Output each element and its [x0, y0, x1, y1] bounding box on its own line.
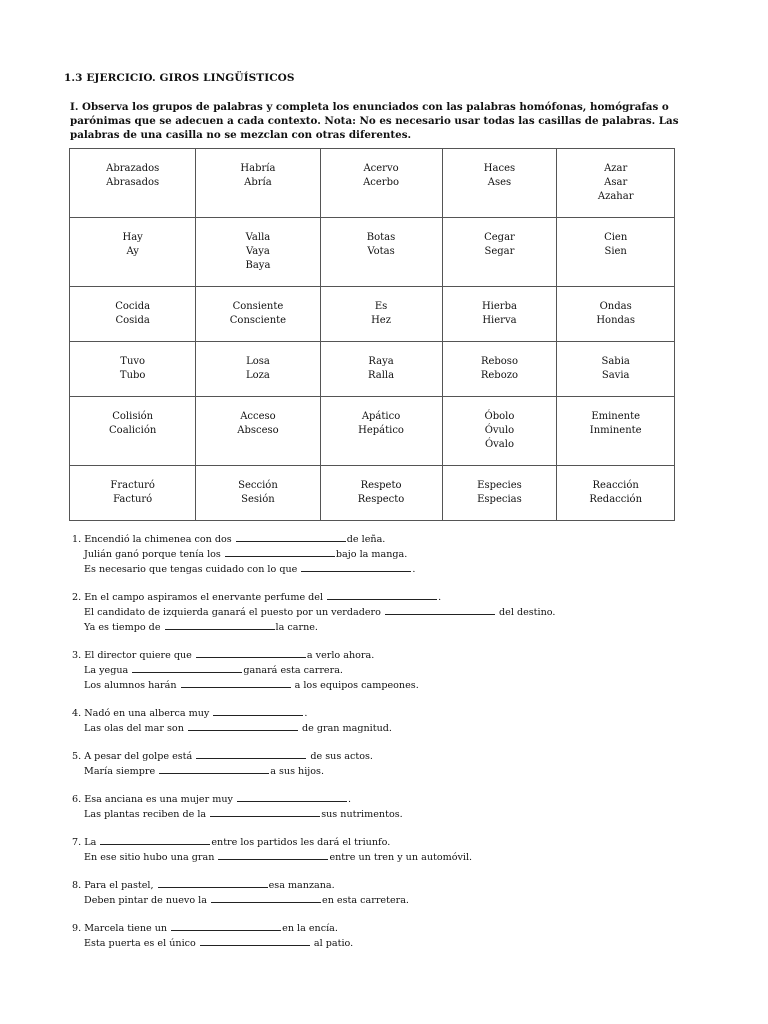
question-text: a sus hijos. [270, 766, 325, 777]
answer-blank[interactable] [159, 764, 269, 774]
cell-word: Óvulo [484, 425, 515, 436]
question-line [72, 648, 702, 663]
word-cell [442, 149, 557, 218]
cell-word: Reacción [592, 480, 639, 491]
question-line [72, 850, 702, 865]
questions-list [72, 532, 702, 964]
cell-word: Botas [366, 232, 396, 243]
cell-word: Segar [484, 246, 515, 257]
question-text: . [348, 794, 352, 805]
question-line [72, 721, 702, 736]
cell-word: Apático [361, 411, 401, 422]
question-item [72, 532, 702, 577]
question-line [72, 764, 702, 779]
cell-word: Es [374, 301, 388, 312]
word-cell [70, 149, 196, 218]
cell-word: Sabia [601, 356, 630, 367]
answer-blank[interactable] [196, 749, 306, 759]
word-cell [320, 218, 442, 287]
question-text: Los alumnos harán [84, 680, 180, 691]
question-line [72, 921, 702, 936]
question-line [72, 706, 702, 721]
cell-word: Ralla [367, 370, 395, 381]
cell-word: Acervo [363, 163, 399, 174]
cell-word: Tubo [119, 370, 146, 381]
question-item [72, 749, 702, 779]
cell-word: Acerbo [363, 177, 400, 188]
question-text: . [412, 564, 416, 575]
answer-blank[interactable] [196, 648, 306, 658]
cell-word: Reboso [480, 356, 518, 367]
cell-word: Ay [126, 246, 139, 257]
word-cell [557, 218, 675, 287]
question-line [72, 663, 702, 678]
word-cell [320, 466, 442, 521]
answer-blank[interactable] [158, 878, 268, 888]
word-cell [320, 397, 442, 466]
question-text: en esta carretera. [322, 895, 409, 906]
cell-word: Coalición [109, 425, 157, 436]
cell-word: Abría [244, 177, 272, 188]
question-text: Es necesario que tengas cuidado con lo que [84, 564, 301, 575]
question-text: 7. La [72, 837, 100, 848]
word-cell [196, 466, 320, 521]
question-line [72, 807, 702, 822]
question-text: 4. Nadó en una alberca muy [72, 708, 213, 719]
cell-word: Valla [245, 232, 271, 243]
cell-word: Fracturó [110, 480, 155, 491]
word-cell [70, 218, 196, 287]
answer-blank[interactable] [211, 893, 321, 903]
question-text: 9. Marcela tiene un [72, 923, 171, 934]
question-item [72, 648, 702, 693]
cell-word: Respeto [360, 480, 402, 491]
word-cell [557, 287, 675, 342]
cell-word: Óvalo [484, 439, 514, 450]
answer-blank[interactable] [100, 835, 210, 845]
word-cell [70, 397, 196, 466]
word-cell [196, 342, 320, 397]
cell-word: Losa [246, 356, 270, 367]
cell-word: Vaya [246, 246, 270, 257]
answer-blank[interactable] [236, 532, 346, 542]
cell-word: Consiente [232, 301, 284, 312]
question-text: al patio. [310, 938, 354, 949]
question-text: a los equipos campeones. [291, 680, 419, 691]
question-item [72, 878, 702, 908]
word-cell [70, 342, 196, 397]
question-item [72, 590, 702, 635]
question-text: Las plantas reciben de la [84, 809, 210, 820]
word-cell [442, 342, 557, 397]
word-cell [320, 287, 442, 342]
question-text: entre los partidos les dará el triunfo. [211, 837, 391, 848]
question-text: a verlo ahora. [306, 650, 375, 661]
cell-word: Baya [245, 260, 271, 271]
question-item [72, 706, 702, 736]
question-line [72, 749, 702, 764]
question-text: Esta puerta es el único [84, 938, 199, 949]
cell-word: Absceso [237, 425, 279, 436]
word-table [69, 148, 675, 521]
question-line [72, 562, 702, 577]
question-text: 5. A pesar del golpe está [72, 751, 196, 762]
cell-word: Savia [601, 370, 630, 381]
word-cell [442, 218, 557, 287]
answer-blank[interactable] [218, 850, 328, 860]
cell-word: Especias [477, 494, 522, 505]
question-text: ganará esta carrera. [243, 665, 343, 676]
cell-word: Hierva [482, 315, 517, 326]
question-line [72, 620, 702, 635]
question-text: de sus actos. [307, 751, 373, 762]
table-row [70, 287, 675, 342]
answer-blank[interactable] [385, 605, 495, 615]
word-cell [70, 466, 196, 521]
cell-word: Hierba [481, 301, 517, 312]
question-text: la carne. [275, 622, 318, 633]
instructions-text: I. Observa los grupos de palabras y completa los enunciados con las palabras homófonas, homógrafas o parónimas que se adecuen a cada contexto. Nota: No es necesario usar todas las casillas de palabras. Las palabras de una casilla no se mezclan con otras diferentes. [70, 101, 679, 141]
table-row [70, 342, 675, 397]
question-line [72, 893, 702, 908]
question-line [72, 547, 702, 562]
word-cell [557, 342, 675, 397]
question-text: . [438, 592, 442, 603]
cell-word: Cocida [115, 301, 151, 312]
page-title: 1.3 EJERCICIO. GIROS LINGÜÍSTICOS [64, 72, 295, 84]
word-cell [557, 466, 675, 521]
question-item [72, 921, 702, 951]
cell-word: Sección [238, 480, 278, 491]
table-row [70, 218, 675, 287]
cell-word: Hondas [596, 315, 636, 326]
word-cell [196, 218, 320, 287]
answer-blank[interactable] [327, 590, 437, 600]
question-line [72, 936, 702, 951]
question-text: 8. Para el pastel, [72, 880, 157, 891]
cell-word: Azar [604, 163, 628, 174]
cell-word: Habría [240, 163, 276, 174]
answer-blank[interactable] [132, 663, 242, 673]
question-text: sus nutrimentos. [321, 809, 403, 820]
question-item [72, 792, 702, 822]
cell-word: Acceso [240, 411, 276, 422]
question-line [72, 590, 702, 605]
question-text: . [304, 708, 308, 719]
cell-word: Raya [368, 356, 394, 367]
word-cell [557, 397, 675, 466]
cell-word: Votas [367, 246, 395, 257]
question-line [72, 792, 702, 807]
cell-word: Hepático [358, 425, 404, 436]
question-text: En ese sitio hubo una gran [84, 852, 218, 863]
answer-blank[interactable] [200, 936, 310, 946]
question-text: 1. Encendió la chimenea con dos [72, 534, 235, 545]
question-text: entre un tren y un automóvil. [329, 852, 473, 863]
table-row [70, 397, 675, 466]
question-text: El candidato de izquierda ganará el puesto por un verdadero [84, 607, 384, 618]
word-cell [442, 287, 557, 342]
word-cell [196, 397, 320, 466]
table-row [70, 149, 675, 218]
question-line [72, 678, 702, 693]
cell-word: Azahar [597, 191, 634, 202]
cell-word: Tuvo [120, 356, 146, 367]
cell-word: Inminente [589, 425, 642, 436]
question-text: de leña. [346, 534, 386, 545]
cell-word: Colisión [112, 411, 154, 422]
cell-word: Ases [487, 177, 512, 188]
answer-blank[interactable] [181, 678, 291, 688]
question-item [72, 835, 702, 865]
answer-blank[interactable] [165, 620, 275, 630]
cell-word: Abrasados [106, 177, 160, 188]
answer-blank[interactable] [237, 792, 347, 802]
question-text: en la encía. [282, 923, 338, 934]
answer-blank[interactable] [225, 547, 335, 557]
cell-word: Hay [122, 232, 143, 243]
cell-word: Haces [483, 163, 516, 174]
word-cell [70, 287, 196, 342]
question-text: esa manzana. [268, 880, 335, 891]
question-text: Las olas del mar son [84, 723, 187, 734]
cell-word: Cosida [115, 315, 150, 326]
question-line [72, 605, 702, 620]
cell-word: Loza [245, 370, 270, 381]
word-cell [196, 287, 320, 342]
question-text: 2. En el campo aspiramos el enervante perfume del [72, 592, 327, 603]
cell-word: Consciente [229, 315, 287, 326]
question-line [72, 532, 702, 547]
cell-word: Hez [371, 315, 391, 326]
cell-word: Cegar [484, 232, 515, 243]
cell-word: Especies [477, 480, 522, 491]
cell-word: Rebozo [480, 370, 519, 381]
cell-word: Respecto [357, 494, 405, 505]
question-text: Ya es tiempo de [84, 622, 164, 633]
word-cell [442, 397, 557, 466]
question-text: de gran magnitud. [298, 723, 392, 734]
cell-word: Sien [604, 246, 627, 257]
word-cell [320, 342, 442, 397]
answer-blank[interactable] [301, 562, 411, 572]
question-line [72, 878, 702, 893]
answer-blank[interactable] [213, 706, 303, 716]
question-text: Julián ganó porque tenía los [84, 549, 224, 560]
cell-word: Eminente [591, 411, 641, 422]
word-cell [557, 149, 675, 218]
question-text: del destino. [495, 607, 556, 618]
cell-word: Ondas [599, 301, 632, 312]
answer-blank[interactable] [171, 921, 281, 931]
word-cell [320, 149, 442, 218]
cell-word: Cien [604, 232, 628, 243]
question-text: La yegua [84, 665, 132, 676]
question-line [72, 835, 702, 850]
cell-word: Óbolo [484, 411, 515, 422]
answer-blank[interactable] [210, 807, 320, 817]
table-row [70, 466, 675, 521]
answer-blank[interactable] [188, 721, 298, 731]
question-text: bajo la manga. [335, 549, 408, 560]
word-cell [442, 466, 557, 521]
cell-word: Sesión [241, 494, 275, 505]
question-text: 6. Esa anciana es una mujer muy [72, 794, 236, 805]
cell-word: Abrazados [106, 163, 160, 174]
cell-word: Redacción [589, 494, 643, 505]
word-cell [196, 149, 320, 218]
question-text: Deben pintar de nuevo la [84, 895, 211, 906]
cell-word: Asar [604, 177, 628, 188]
question-text: María siempre [84, 766, 159, 777]
question-text: 3. El director quiere que [72, 650, 195, 661]
cell-word: Facturó [113, 494, 153, 505]
